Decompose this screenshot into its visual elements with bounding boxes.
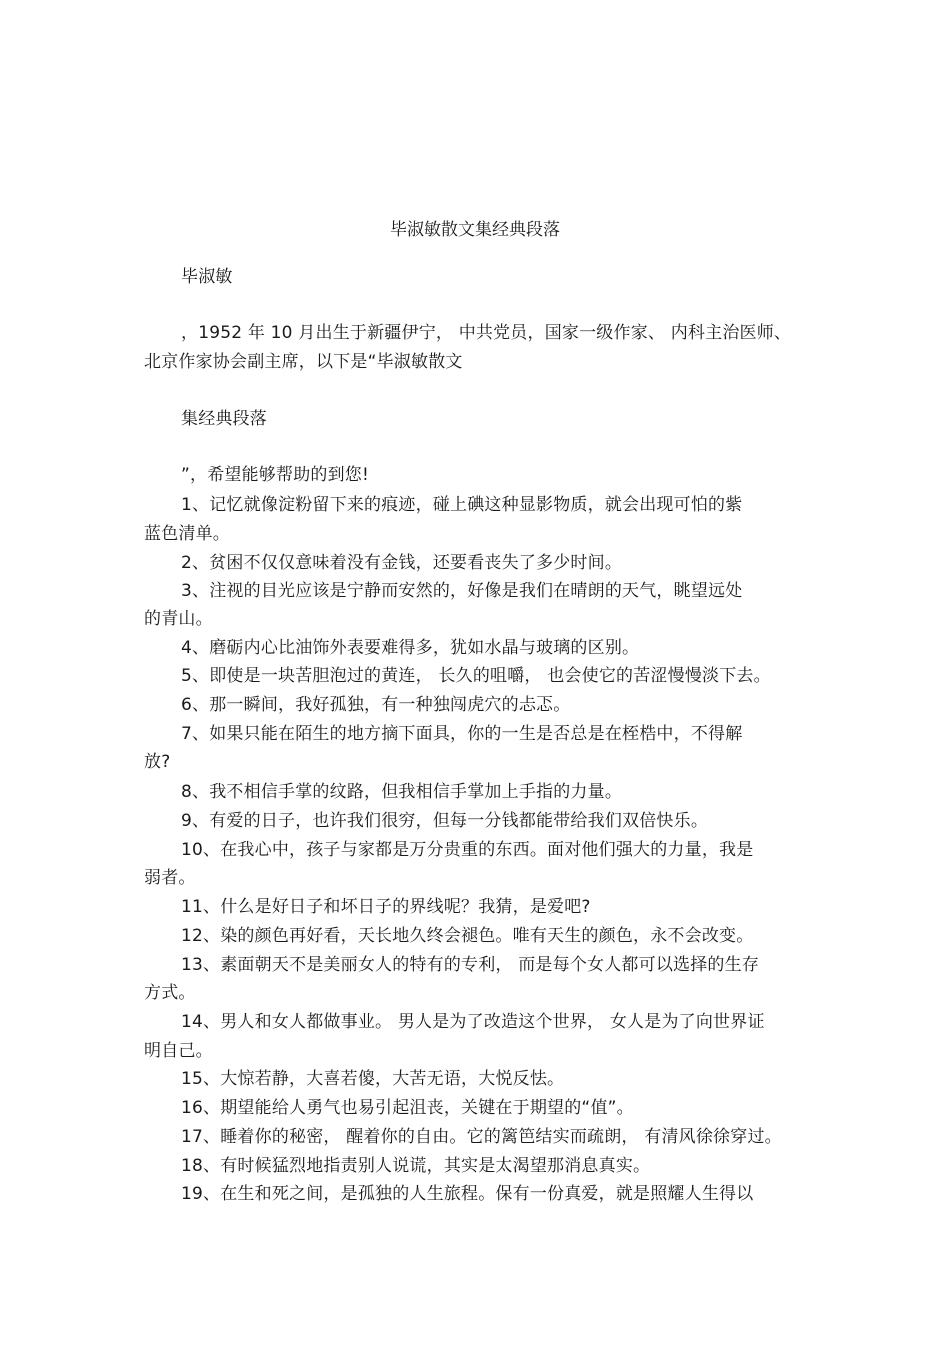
document-title: 毕淑敏散文集经典段落 [390,220,560,240]
intro-line: ，1952 年 10 月出生于新疆伊宁， 中共党员，国家一级作家、 内科主治医师、 [181,323,792,343]
list-item-continuation: 的青山。 [144,609,213,629]
list-item: 3、注视的目光应该是宁静而安然的，好像是我们在晴朗的天气，眺望远处 [181,581,743,601]
list-item: 17、睡着你的秘密， 醒着你的自由。它的篱笆结实而疏朗， 有清风徐徐穿过。 [181,1127,782,1147]
intro-line: 集经典段落 [181,409,267,429]
intro-line: 北京作家协会副主席，以下是“毕淑敏散文 [144,352,463,372]
list-item: 10、在我心中，孩子与家都是万分贵重的东西。面对他们强大的力量，我是 [181,840,754,860]
list-item: 11、什么是好日子和坏日子的界线呢？我猜，是爱吧? [181,897,591,917]
list-item: 15、大惊若静，大喜若傻，大苦无语，大悦反怯。 [181,1069,565,1089]
list-item-continuation: 放? [144,752,171,772]
list-item: 5、即使是一块苦胆泡过的黄连， 长久的咀嚼， 也会使它的苦涩慢慢淡下去。 [181,666,771,686]
list-item-continuation: 方式。 [144,983,196,1003]
list-item: 8、我不相信手掌的纹路，但我相信手掌加上手指的力量。 [181,782,623,802]
list-item: 6、那一瞬间，我好孤独，有一种独闯虎穴的忐忑。 [181,695,571,715]
list-item-continuation: 蓝色清单。 [144,524,230,544]
list-item: 2、贫困不仅仅意味着没有金钱，还要看丧失了多少时间。 [181,553,623,573]
list-item: 16、期望能给人勇气也易引起沮丧，关键在于期望的“值”。 [181,1098,634,1118]
list-item-continuation: 明自己。 [144,1041,213,1061]
list-item: 7、如果只能在陌生的地方摘下面具，你的一生是否总是在桎梏中，不得解 [181,724,743,744]
list-item: 9、有爱的日子，也许我们很穷，但每一分钱都能带给我们双倍快乐。 [181,811,709,831]
list-item: 4、磨砺内心比油饰外表要难得多，犹如水晶与玻璃的区别。 [181,638,640,658]
list-item: 12、染的颜色再好看，天长地久终会褪色。唯有天生的颜色，永不会改变。 [181,926,754,946]
intro-line: ”，希望能够帮助的到您! [181,465,370,485]
list-item-continuation: 弱者。 [144,868,196,888]
list-item: 14、男人和女人都做事业。 男人是为了改造这个世界， 女人是为了向世界证 [181,1012,765,1032]
list-item: 13、素面朝天不是美丽女人的特有的专利， 而是每个女人都可以选择的生存 [181,955,760,975]
list-item: 18、有时候猛烈地指责别人说谎，其实是太渴望那消息真实。 [181,1156,651,1176]
list-item: 1、记忆就像淀粉留下来的痕迹，碰上碘这种显影物质，就会出现可怕的紫 [181,495,743,515]
author-line: 毕淑敏 [181,267,233,287]
list-item: 19、在生和死之间，是孤独的人生旅程。保有一份真爱，就是照耀人生得以 [181,1184,754,1204]
